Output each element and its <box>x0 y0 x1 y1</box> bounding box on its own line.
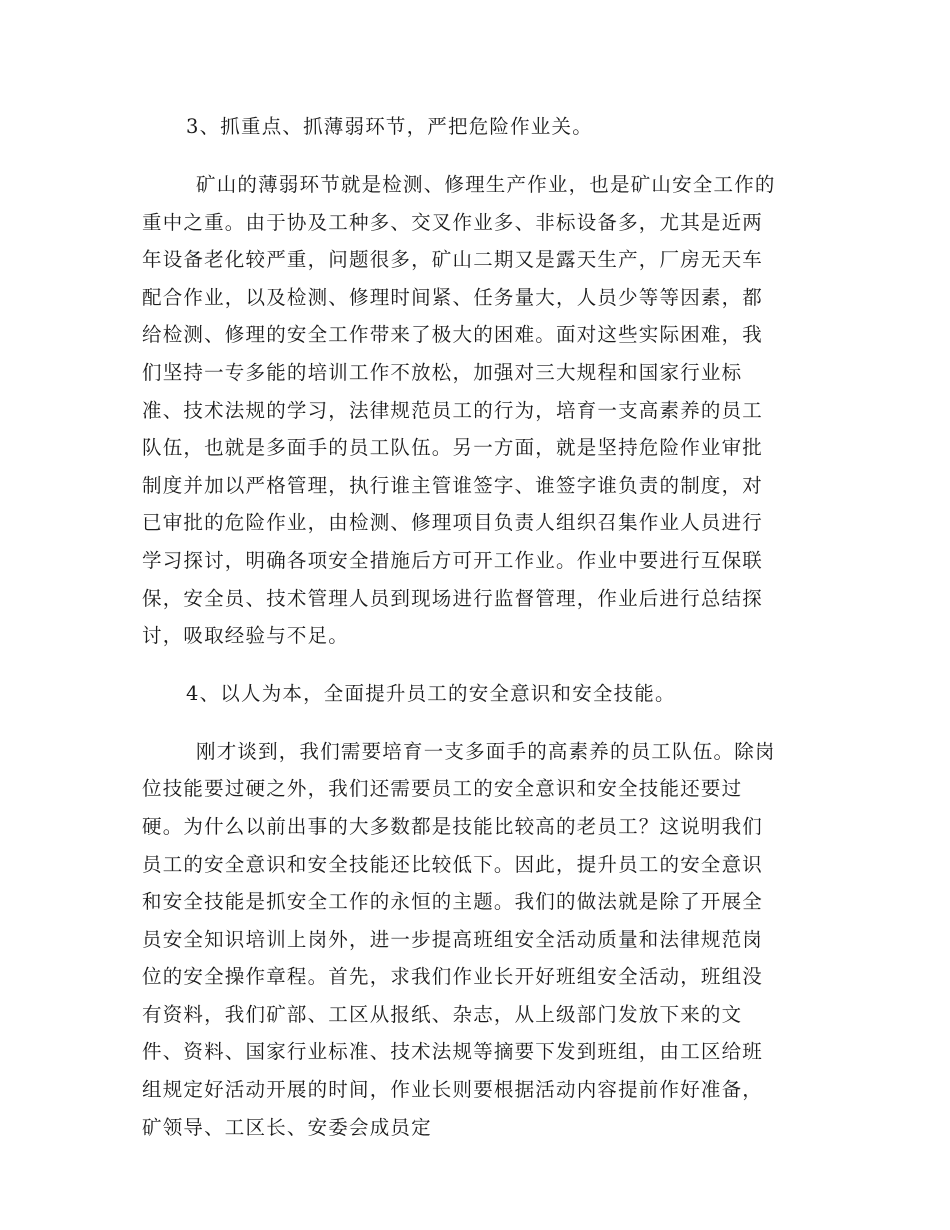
paragraph-line: 队伍，也就是多面手的员工队伍。另一方面，就是坚持危险作业审批 <box>142 436 764 460</box>
paragraph-line: 准、技术法规的学习，法律规范员工的行为，培育一支高素养的员工 <box>142 398 764 422</box>
paragraph-line: 位的安全操作章程。首先，求我们作业长开好班组安全活动，班组没 <box>142 965 764 989</box>
paragraph-line: 学习探讨，明确各项安全措施后方可开工作业。作业中要进行互保联 <box>142 548 764 572</box>
paragraph-line: 位技能要过硬之外，我们还需要员工的安全意识和安全技能还要过 <box>142 777 743 801</box>
paragraph-line: 给检测、修理的安全工作带来了极大的困难。面对这些实际困难，我 <box>142 323 764 347</box>
paragraph-line: 硬。为什么以前出事的大多数都是技能比较高的老员工？这说明我们 <box>142 814 764 838</box>
paragraph-line: 已审批的危险作业，由检测、修理项目负责人组织召集作业人员进行 <box>142 511 764 535</box>
paragraph-line: 们坚持一专多能的培训工作不放松，加强对三大规程和国家行业标 <box>142 360 743 384</box>
paragraph-weak-links <box>142 166 806 655</box>
paragraph-people-oriented <box>142 733 806 1147</box>
section-heading-4: 4、以人为本，全面提升员工的安全意识和安全技能。 <box>186 681 676 705</box>
paragraph-line: 矿领导、工区长、安委会成员定 <box>142 1115 432 1139</box>
paragraph-line: 员安全知识培训上岗外，进一步提高班组安全活动质量和法律规范岗 <box>142 927 764 951</box>
paragraph-line: 有资料，我们矿部、工区从报纸、杂志，从上级部门发放下来的文 <box>142 1002 743 1026</box>
paragraph-line: 组规定好活动开展的时间，作业长则要根据活动内容提前作好准备， <box>142 1078 764 1102</box>
paragraph-line: 制度并加以严格管理，执行谁主管谁签字、谁签字谁负责的制度，对 <box>142 473 764 497</box>
section-heading-3: 3、抓重点、抓薄弱环节，严把危险作业关。 <box>186 115 593 138</box>
paragraph-line: 矿山的薄弱环节就是检测、修理生产作业，也是矿山安全工作的 <box>196 173 776 196</box>
paragraph-line: 保，安全员、技术管理人员到现场进行监督管理，作业后进行总结探 <box>142 586 764 610</box>
paragraph-line: 配合作业，以及检测、修理时间紧、任务量大，人员少等等因素，都 <box>142 285 764 309</box>
paragraph-line: 员工的安全意识和安全技能还比较低下。因此，提升员工的安全意识 <box>142 852 764 876</box>
document-body <box>142 108 806 1166</box>
paragraph-line: 件、资料、国家行业标准、技术法规等摘要下发到班组，由工区给班 <box>142 1040 764 1064</box>
paragraph-line: 和安全技能是抓安全工作的永恒的主题。我们的做法就是除了开展全 <box>142 890 764 914</box>
paragraph-line: 讨，吸取经验与不足。 <box>142 624 350 648</box>
paragraph-line: 重中之重。由于协及工种多、交叉作业多、非标设备多，尤其是近两 <box>142 210 764 234</box>
paragraph-line: 年设备老化较严重，问题很多，矿山二期又是露天生产，厂房无天车 <box>142 248 764 272</box>
paragraph-line: 刚才谈到，我们需要培育一支多面手的高素养的员工队伍。除岗 <box>196 739 776 763</box>
